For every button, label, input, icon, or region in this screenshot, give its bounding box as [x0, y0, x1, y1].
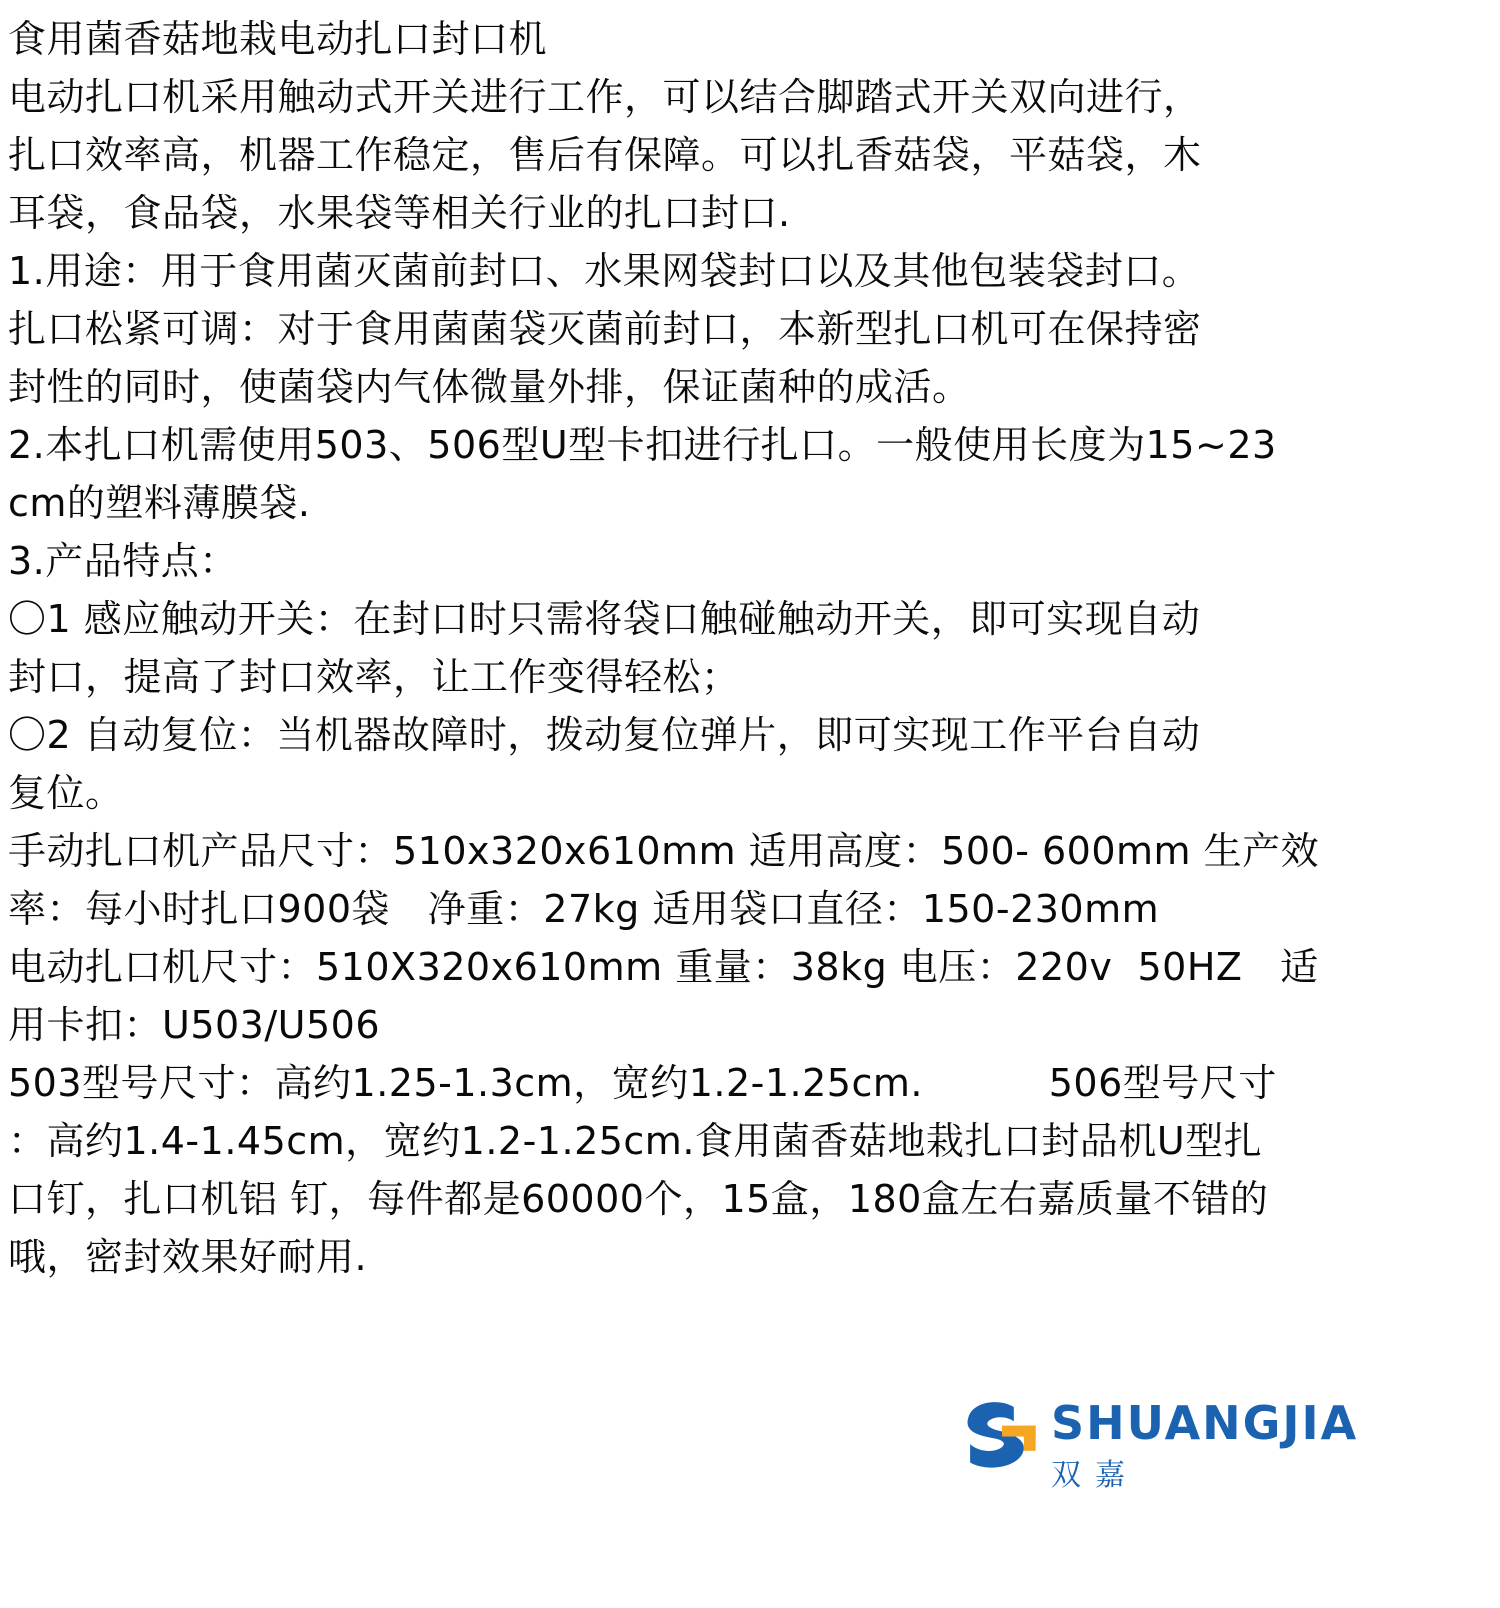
- page-title: 食用菌香菇地栽电动扎口封口机: [8, 17, 548, 61]
- paragraph-line: 电动扎口机采用触动式开关进行工作，可以结合脚踏式开关双向进行，: [8, 75, 1202, 119]
- paragraph-line: 耳袋，食品袋，水果袋等相关行业的扎口封口.: [8, 191, 791, 235]
- paragraph-line: 扎口松紧可调：对于食用菌菌袋灭菌前封口，本新型扎口机可在保持密: [8, 307, 1202, 351]
- paragraph-line: 口钉，扎口机铝 钉，每件都是60000个，15盒，180盒左右嘉质量不错的: [8, 1177, 1269, 1221]
- paragraph-line: 复位。: [8, 771, 124, 815]
- paragraph-line: 用卡扣：U503/U506: [8, 1003, 380, 1047]
- paragraph-line: ：高约1.4-1.45cm，宽约1.2-1.25cm.食用菌香菇地栽扎口封品机U型扎: [8, 1119, 1263, 1163]
- paragraph-line: 哦，密封效果好耐用.: [8, 1235, 368, 1279]
- paragraph-line: 封性的同时，使菌袋内气体微量外排，保证菌种的成活。: [8, 365, 971, 409]
- brand-cn-text: 双嘉: [1051, 1458, 1139, 1493]
- brand-watermark: [955, 1390, 1425, 1493]
- paragraph-line: 率：每小时扎口900袋 净重：27kg 适用袋口直径：150-230mm: [8, 887, 1160, 931]
- paragraph-line: 3.产品特点：: [8, 539, 238, 583]
- paragraph-line: 2.本扎口机需使用503、506型U型卡扣进行扎口。一般使用长度为15~23: [8, 423, 1277, 467]
- s-logo-icon: [955, 1392, 1039, 1476]
- brand-latin-text: SHUANGJIA: [1051, 1396, 1359, 1450]
- paragraph-line: 封口，提高了封口效率，让工作变得轻松；: [8, 655, 740, 699]
- paragraph-line: 〇1 感应触动开关：在封口时只需将袋口触碰触动开关，即可实现自动: [8, 597, 1201, 641]
- paragraph-line: 电动扎口机尺寸：510X320x610mm 重量：38kg 电压：220v 50HZ 适: [8, 945, 1319, 989]
- paragraph-line: 1.用途：用于食用菌灭菌前封口、水果网袋封口以及其他包装袋封口。: [8, 249, 1201, 293]
- paragraph-line: 503型号尺寸：高约1.25-1.3cm，宽约1.2-1.25cm. 506型号尺寸: [8, 1061, 1277, 1105]
- paragraph-line: 手动扎口机产品尺寸：510x320x610mm 适用高度：500- 600mm 生产效: [8, 829, 1320, 873]
- paragraph-line: 〇2 自动复位：当机器故障时，拨动复位弹片，即可实现工作平台自动: [8, 713, 1201, 757]
- paragraph-line: 扎口效率高，机器工作稳定，售后有保障。可以扎香菇袋，平菇袋，木: [8, 133, 1202, 177]
- paragraph-line: cm的塑料薄膜袋.: [8, 481, 311, 525]
